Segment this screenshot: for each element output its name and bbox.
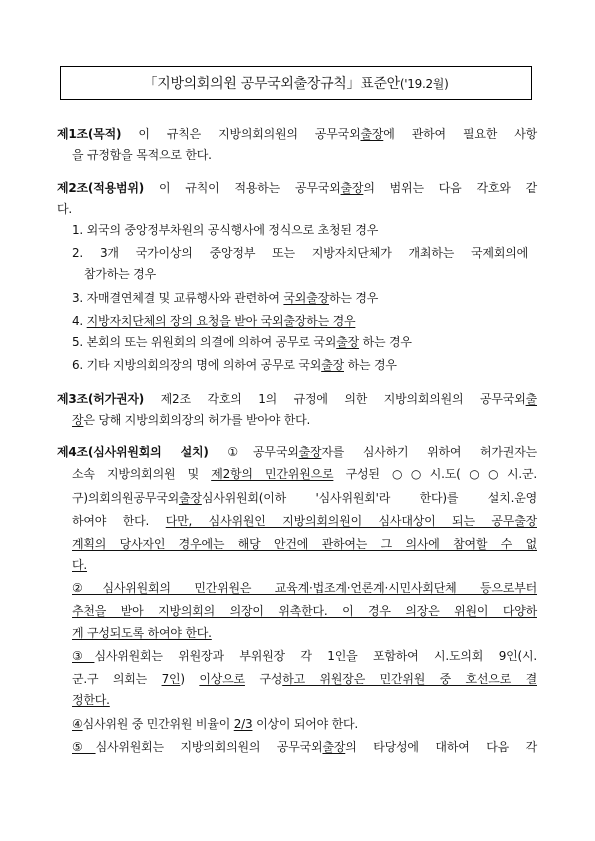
text-span: 출장 bbox=[322, 740, 346, 754]
article-4-line-1 bbox=[57, 444, 537, 461]
document-date: ('19.2월) bbox=[399, 76, 449, 91]
text-span: 심사위원회는 지방의회의원의 공무국외 bbox=[95, 740, 323, 754]
text-span: 출장 bbox=[336, 335, 359, 349]
article-1-line-2: 을 규정함을 목적으로 한다. bbox=[72, 148, 212, 162]
article-2-heading: 제2조(적용범위) bbox=[57, 181, 145, 195]
text-span: 5. 본회의 또는 위원회의 의결에 의하여 공무로 국외 bbox=[72, 335, 337, 349]
text-span: 하고 위원장은 민간위원 중 호선으로 결 bbox=[282, 672, 537, 686]
article-4-para-1-line-4 bbox=[72, 513, 537, 530]
text-span: 이상으로 bbox=[199, 672, 245, 686]
article-3-heading: 제3조(허가권자) bbox=[57, 392, 145, 406]
text-span: 4. bbox=[72, 314, 87, 328]
text-span: 출장 bbox=[298, 445, 322, 459]
article-4-para-5 bbox=[72, 739, 537, 756]
article-3-line-2 bbox=[72, 412, 310, 429]
article-4-para-1-line-2 bbox=[72, 466, 537, 483]
article-2-line-2: 다. bbox=[57, 202, 73, 216]
text-span: ④ bbox=[72, 717, 83, 731]
text-span: 군.구 의회는 bbox=[72, 672, 162, 686]
article-4-heading: 제4조(심사위원회의 설치) bbox=[57, 445, 209, 459]
text-span: 심사위원 중 민간위원 비율이 bbox=[82, 717, 234, 731]
text-span: 하는 경우 bbox=[328, 291, 379, 305]
text-span: 이상이 되어야 한다. bbox=[252, 717, 359, 731]
text-span: 제2조 각호의 1의 규정에 의한 지방의회의원의 공무국외 bbox=[144, 392, 526, 406]
article-2-item-4 bbox=[72, 313, 355, 330]
document-title-box bbox=[60, 66, 532, 100]
text-span: 제2항의 민간위원으로 bbox=[211, 467, 334, 481]
article-2-item-1: 1. 외국의 중앙정부차원의 공식행사에 정식으로 초청된 경우 bbox=[72, 223, 379, 237]
text-span: 하는 경우 bbox=[343, 358, 397, 372]
text-span: 의 타당성에 대하여 다음 각 bbox=[345, 740, 537, 754]
article-4-para-2-line-2: 추천을 받아 지방의회의 의장이 위촉한다. 이 경우 의장은 위원이 다양하 bbox=[72, 604, 537, 618]
text-span: 7인 bbox=[161, 672, 181, 686]
article-4-para-3-line-1 bbox=[72, 648, 537, 665]
text-span: 출 bbox=[525, 392, 537, 406]
article-4-para-3-line-2 bbox=[72, 671, 537, 688]
article-4-para-4 bbox=[72, 716, 358, 733]
text-span: 출장 bbox=[179, 491, 202, 505]
article-4-para-3-line-3: 정한다. bbox=[72, 693, 110, 707]
text-span: 출장 bbox=[360, 127, 384, 141]
article-4-para-1-line-6: 다. bbox=[72, 558, 88, 572]
article-4-para-1-line-3 bbox=[72, 490, 537, 507]
text-span: 구성된 ○○시.도(○○시.군. bbox=[333, 467, 537, 481]
text-span: 하여야 한다. bbox=[72, 514, 166, 528]
article-4-para-2-line-1: ②심사위원회의 민간위원은 교육계·법조계·언론계·시민사회단체 등으로부터 bbox=[72, 581, 537, 595]
text-span: 3. 자매결연체결 및 교류행사와 관련하여 bbox=[72, 291, 284, 305]
text-span: 2/3 bbox=[233, 717, 253, 731]
text-span: 에 관하여 필요한 사항 bbox=[383, 127, 538, 141]
text-span: 하는 경우 bbox=[359, 335, 412, 349]
text-span: ①공무국외 bbox=[208, 445, 299, 459]
text-span: 심사위원회는 위원장과 부위원장 각 1인을 포함하여 시.도의회 9인(시. bbox=[94, 649, 538, 663]
text-span: ③ bbox=[72, 649, 95, 663]
text-span: ) bbox=[180, 672, 200, 686]
text-span: 자를 심사하기 위하여 허가권자는 bbox=[321, 445, 537, 459]
text-span: 소속 지방의회의원 및 bbox=[72, 467, 212, 481]
article-4-para-1-line-5: 계획의 당사자인 경우에는 해당 안건에 관하여는 그 의사에 참여할 수 없 bbox=[72, 537, 537, 551]
document-title: 「지방의회의원 공무국외출장규칙」표준안 bbox=[143, 76, 400, 92]
text-span: 국외출장 bbox=[283, 291, 329, 305]
article-2-item-2: 2. 3개 국가이상의 중앙정부 또는 지방자치단체가 개최하는 국제회의에 bbox=[72, 246, 528, 260]
text-span: 지방자치단체의 장의 요청을 받아 국외출장하는 경우 bbox=[86, 314, 356, 328]
article-4-para-2-line-3: 게 구성되도록 하여야 한다. bbox=[72, 626, 212, 640]
article-2-line-1 bbox=[57, 180, 537, 197]
article-2-item-6 bbox=[72, 357, 397, 374]
text-span: 다만, 심사위원인 지방의회의원이 심사대상이 되는 공무출장 bbox=[165, 514, 537, 528]
text-span: 6. 기타 지방의회의장의 명에 의하여 공무로 국외 bbox=[72, 358, 322, 372]
text-span: 이 규칙이 적용하는 공무국외 bbox=[144, 181, 341, 195]
text-span: 장 bbox=[72, 413, 84, 427]
article-1-line-1 bbox=[57, 126, 537, 143]
article-2-item-5 bbox=[72, 334, 412, 351]
text-span: 은 당해 지방의회의장의 허가를 받아야 한다. bbox=[83, 413, 311, 427]
text-span: ⑤ bbox=[72, 740, 96, 754]
article-2-item-3 bbox=[72, 290, 378, 307]
text-span: 구성 bbox=[244, 672, 283, 686]
text-span: 출장 bbox=[340, 181, 364, 195]
text-span: 구)의회의원공무국외 bbox=[72, 491, 180, 505]
article-1-heading: 제1조(목적) bbox=[57, 127, 122, 141]
article-3-line-1 bbox=[57, 391, 537, 408]
article-2-item-2-cont: 참가하는 경우 bbox=[84, 267, 156, 281]
text-span: 출장 bbox=[321, 358, 344, 372]
text-span: 의 범위는 다음 각호와 같 bbox=[363, 181, 537, 195]
text-span: 심사위원회(이하 '심사위원회'라 한다)를 설치.운영 bbox=[201, 491, 537, 505]
text-span: 이 규칙은 지방의회의원의 공무국외 bbox=[121, 127, 361, 141]
